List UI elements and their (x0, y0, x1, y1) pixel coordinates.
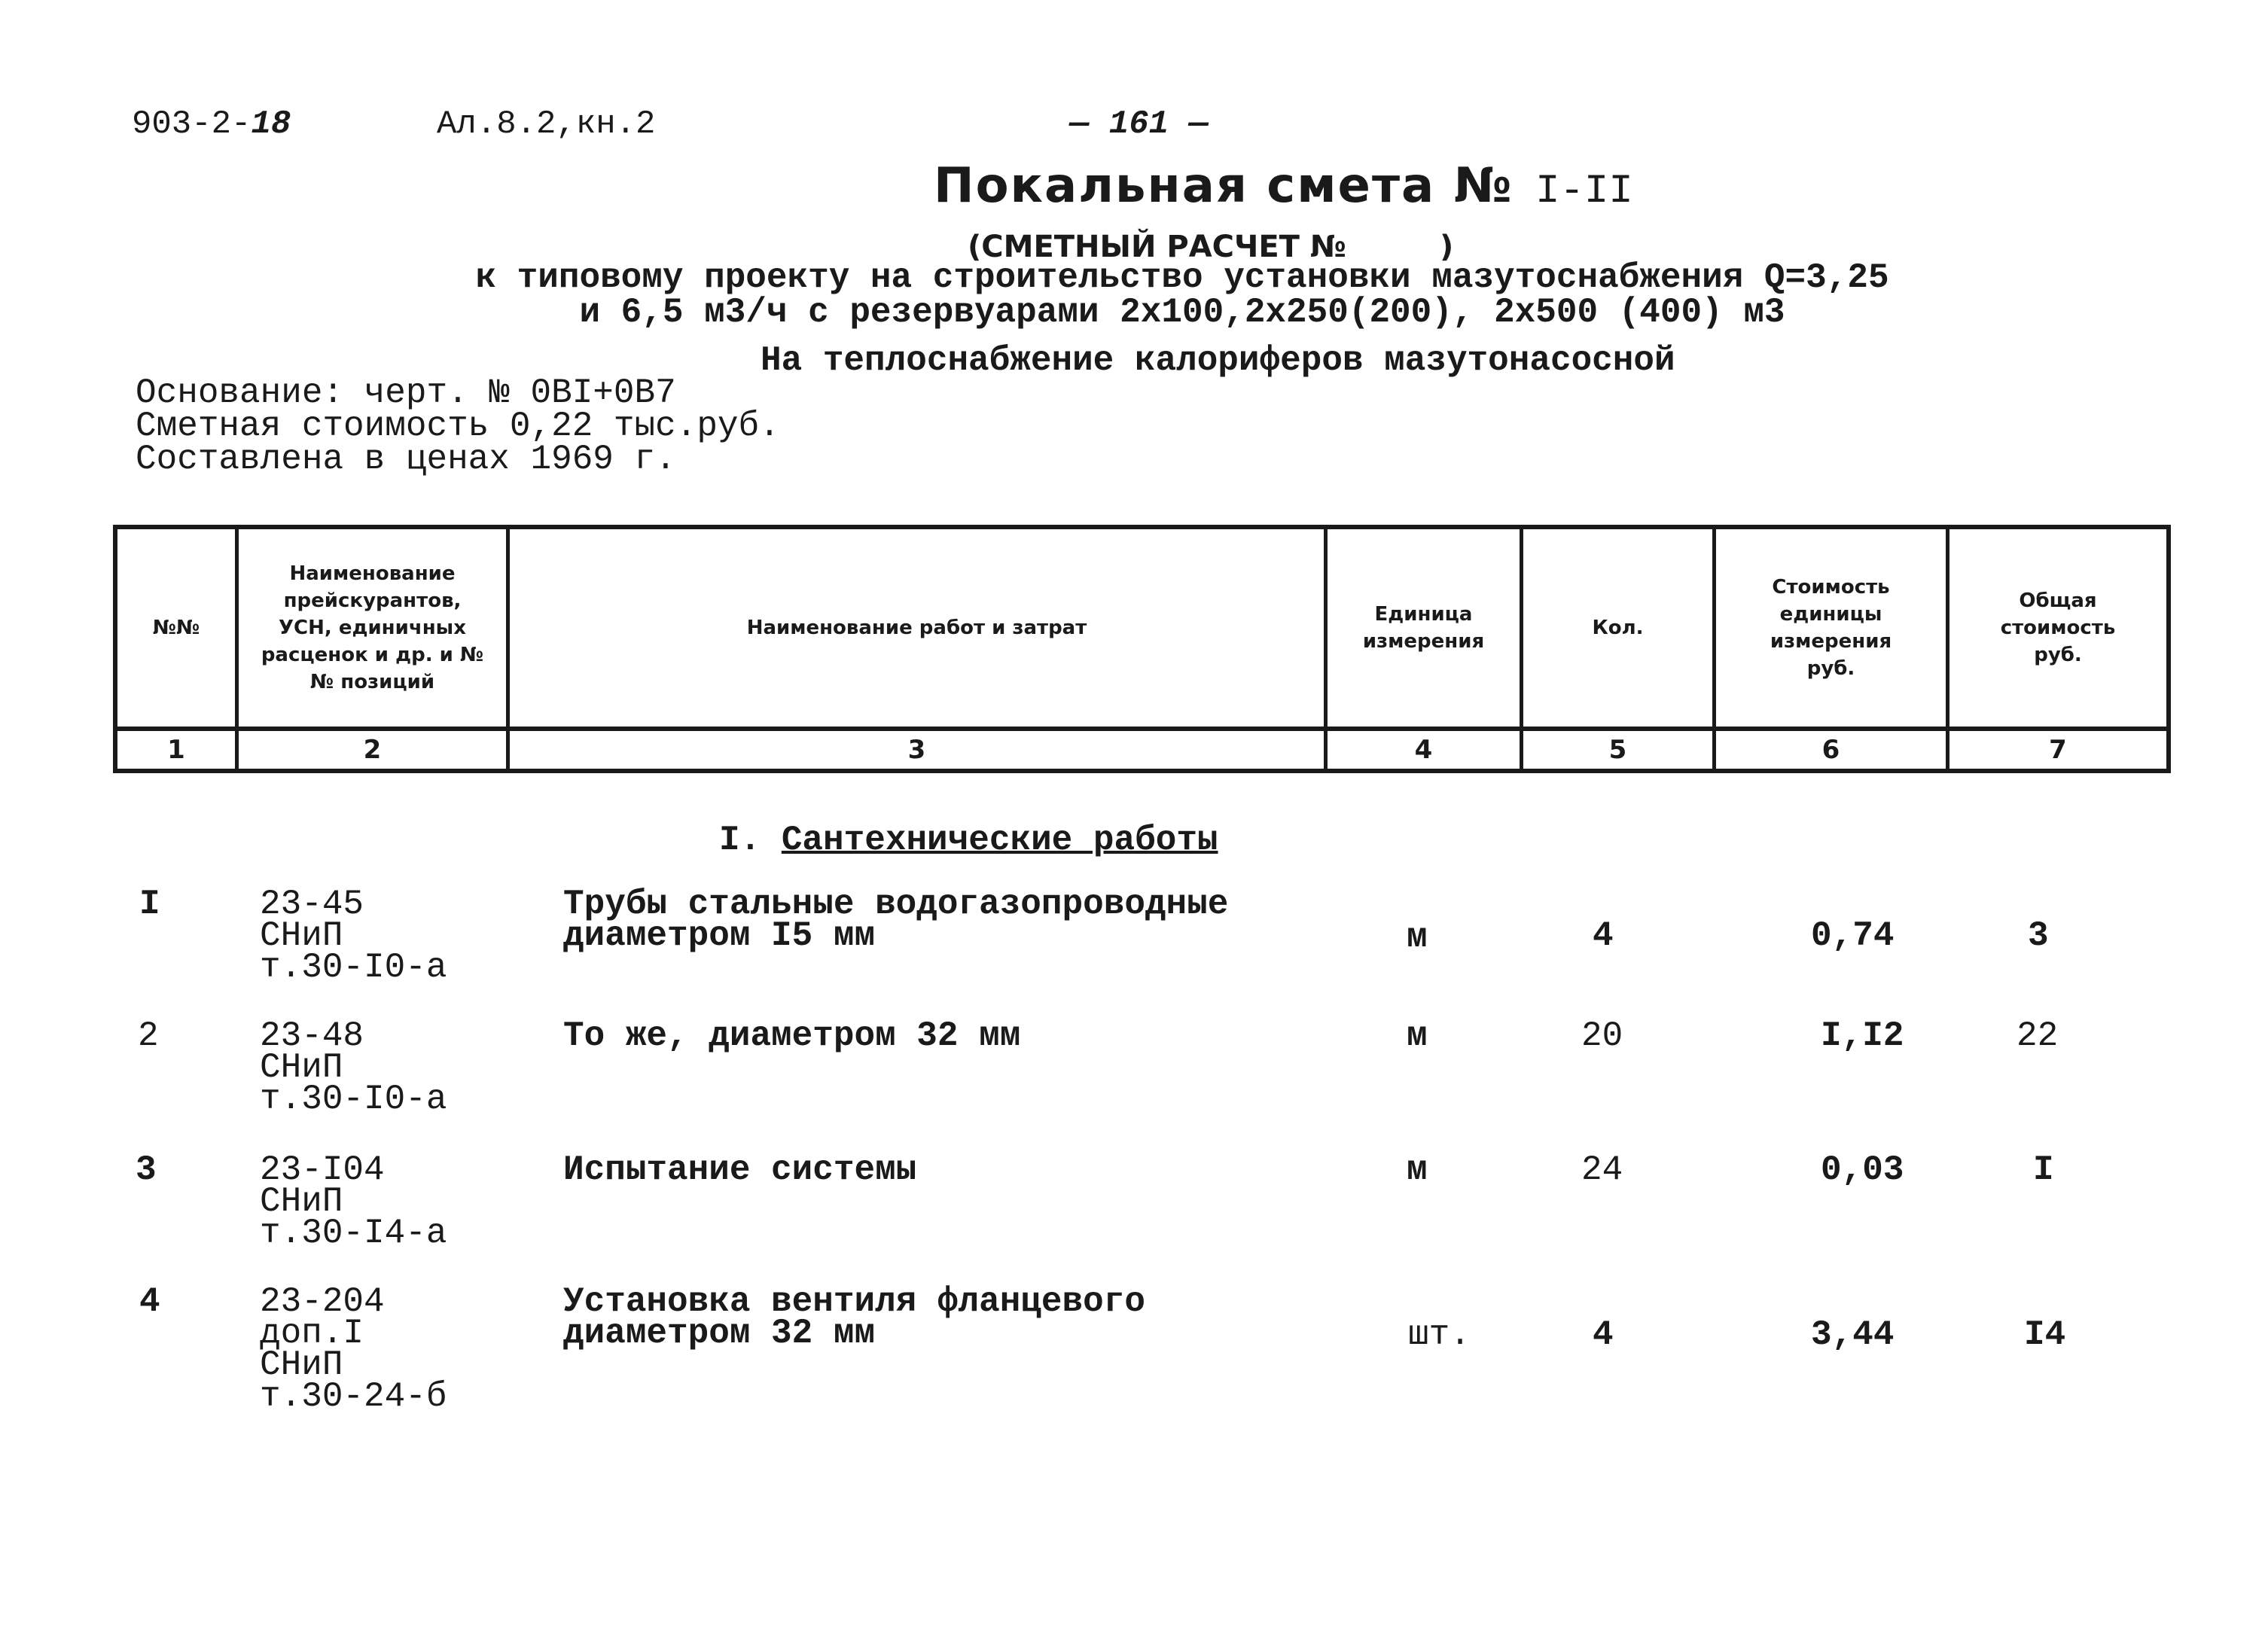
row-unit: м (1407, 918, 1428, 957)
document-title-text: Покальная смета № (934, 158, 1514, 214)
row-description-line: Испытание системы (563, 1150, 917, 1190)
row-quantity: 24 (1581, 1150, 1623, 1190)
document-title-number: I-II (1535, 169, 1633, 215)
row-code-line: 23-204 (260, 1282, 385, 1321)
row-quantity: 4 (1593, 1315, 1614, 1354)
column-header-price-list: Наименование прейскурантов, УСН, единичных расценок и др. и №№ позиций (261, 562, 484, 693)
column-header-work-name: Наименование работ и затрат (746, 617, 1087, 639)
row-total-cost: I (2033, 1150, 2054, 1190)
row-unit-cost: 0,03 (1821, 1150, 1904, 1190)
row-code-line: СНиП (260, 1048, 343, 1087)
subject-line-3: На теплоснабжение калориферов мазутонасосной (761, 341, 1675, 380)
row-description (563, 885, 1229, 955)
row-code-line: 23-48 (260, 1016, 364, 1056)
row-code-line: т.30-24-б (260, 1377, 447, 1416)
row-description-line: То же, диаметром 32 мм (563, 1016, 1021, 1056)
album-reference: Ал.8.2,кн.2 (437, 105, 656, 143)
row-code-line: т.30-I4-а (260, 1214, 447, 1253)
basis-prices: Составлена в ценах 1969 г. (136, 440, 676, 479)
page-number: — 161 — (1069, 105, 1209, 143)
row-code-line: 23-I04 (260, 1150, 385, 1190)
subject-line-2: и 6,5 м3/ч с резервуарами 2х100,2х250(200), 2х500 (400) м3 (579, 293, 1785, 332)
row-quantity: 20 (1581, 1016, 1623, 1056)
subject-line-1: к типовому проекту на строительство установки мазутоснабжения Q=3,25 (475, 258, 1889, 297)
row-description-line: Установка вентиля фланцевого (563, 1282, 1145, 1321)
column-header-unit-cost: Стоимость единицы измерения руб. (1770, 576, 1892, 680)
row-number: 2 (138, 1016, 159, 1056)
column-number: 1 (167, 735, 185, 765)
row-total-cost: 22 (2017, 1016, 2059, 1056)
section-title: Сантехнические работы (781, 821, 1218, 860)
column-number: 5 (1608, 735, 1627, 765)
calc-subtitle-close: ) (1439, 230, 1454, 264)
row-code (260, 885, 447, 987)
row-code (260, 1016, 447, 1119)
column-number: 6 (1821, 735, 1840, 765)
row-code-line: доп.I (260, 1314, 364, 1353)
row-description-line: диаметром I5 мм (563, 916, 876, 955)
row-quantity: 4 (1593, 916, 1614, 955)
row-number: 4 (139, 1282, 160, 1321)
column-header-no: №№ (152, 617, 200, 639)
column-number: 3 (907, 735, 926, 765)
row-code (260, 1282, 447, 1416)
row-code (260, 1150, 447, 1253)
column-number: 7 (2049, 735, 2067, 765)
row-code-line: т.30-I0-а (260, 1080, 447, 1119)
row-code-line: СНиП (260, 916, 343, 955)
row-code-line: т.30-I0-а (260, 948, 447, 987)
row-number: 3 (136, 1150, 157, 1190)
estimate-table-header (113, 525, 2171, 773)
project-code-handwritten: 18 (251, 105, 291, 143)
calc-subtitle-text: (СМЕТНЫЙ РАСЧЕТ № (968, 230, 1346, 264)
row-total-cost: 3 (2028, 916, 2049, 955)
project-code-text: 903-2- (132, 105, 251, 143)
project-code (132, 105, 291, 143)
section-number: I. (719, 821, 761, 860)
row-number: I (139, 885, 160, 924)
document-title (934, 158, 1633, 215)
row-description (563, 1150, 917, 1190)
row-code-line: СНиП (260, 1345, 343, 1385)
column-header-total-cost: Общая стоимость руб. (2000, 589, 2116, 666)
row-unit-cost: 0,74 (1811, 916, 1895, 955)
basis-cost: Сметная стоимость 0,22 тыс.руб. (136, 407, 780, 446)
row-unit: м (1407, 1150, 1428, 1190)
row-total-cost: I4 (2024, 1315, 2066, 1354)
column-header-unit: Единица измерения (1362, 603, 1485, 653)
row-unit-cost: 3,44 (1811, 1315, 1895, 1354)
column-number: 2 (363, 735, 382, 765)
row-description-line: диаметром 32 мм (563, 1314, 876, 1353)
row-description-line: Трубы стальные водогазопроводные (563, 885, 1229, 924)
row-unit: шт. (1408, 1315, 1471, 1354)
row-unit: м (1407, 1016, 1428, 1056)
row-code-line: СНиП (260, 1182, 343, 1221)
row-description (563, 1016, 1021, 1056)
row-unit-cost: I,I2 (1821, 1016, 1904, 1056)
column-number: 4 (1414, 735, 1433, 765)
row-description (563, 1282, 1145, 1353)
section-heading (719, 821, 1218, 860)
basis-drawing: Основание: черт. № 0BI+0B7 (136, 373, 676, 413)
row-code-line: 23-45 (260, 885, 364, 924)
column-header-quantity: Кол. (1592, 617, 1644, 639)
